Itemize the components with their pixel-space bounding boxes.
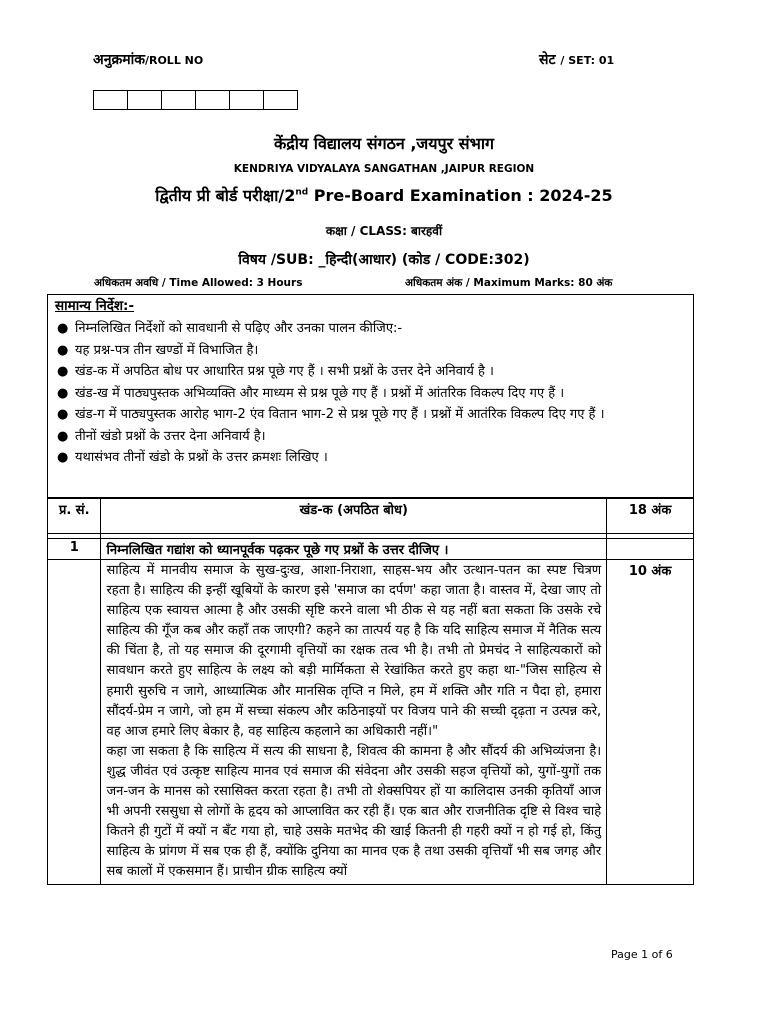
table-row	[48, 560, 694, 885]
section-marks: 18 अंक	[607, 499, 694, 534]
bullet-icon: ●	[57, 321, 69, 336]
list-item: ● तीनों खंडो प्रश्नों के उत्तर देना अनिवार्य है।	[55, 426, 690, 448]
question-number: 1	[48, 539, 101, 560]
bullet-icon: ●	[57, 407, 69, 422]
organization-title-english: KENDRIYA VIDYALAYA SANGATHAN ,JAIPUR REGION	[233, 163, 535, 175]
question-table	[47, 498, 694, 885]
list-item: ● खंड-क में अपठित बोध पर आधारित प्रश्न पूछे गए हैं । सभी प्रश्नों के उत्तर देने अनिवार्य है ।	[55, 361, 690, 383]
subject-line: विषय /SUB: _हिन्दी(आधार) (कोड / CODE:302)	[238, 252, 530, 268]
section-title: खंड-क (अपठित बोध)	[101, 499, 607, 534]
roll-number-boxes	[93, 90, 298, 110]
list-item: ● खंड-ग में पाठ्यपुस्तक आरोह भाग-2 एंव वितान भाग-2 से प्रश्न पूछे गए हैं । प्रश्नों में आतंरिक विकल्प दिए गए हैं ।	[55, 404, 690, 426]
bullet-icon: ●	[57, 342, 69, 358]
question-marks: 10 अंक	[607, 560, 694, 885]
bullet-icon: ●	[57, 364, 69, 379]
bullet-icon: ●	[57, 450, 69, 465]
roll-digit-box[interactable]	[127, 90, 162, 110]
roll-digit-box[interactable]	[161, 90, 196, 110]
list-item: ● खंड-ख में पाठ्यपुस्तक अभिव्यक्ति और माध्यम से प्रश्न पूछे गए हैं । प्रश्नों में आंतरिक विकल्प दिए गए हैं ।	[55, 383, 690, 405]
list-item: ● यह प्रश्न-पत्र तीन खण्डों में विभाजित है।	[55, 340, 690, 362]
passage	[101, 560, 607, 885]
exam-title: द्वितीय प्री बोर्ड परीक्षा/2nd Pre-Board Examination : 2024-25	[155, 186, 613, 205]
organization-title-hindi: केंद्रीय विद्यालय संगठन ,जयपुर संभाग	[274, 134, 494, 153]
table-row	[48, 539, 694, 560]
roll-digit-box[interactable]	[263, 90, 298, 110]
bullet-icon: ●	[57, 385, 69, 401]
roll-digit-box[interactable]	[195, 90, 230, 110]
passage-paragraph: साहित्य में मानवीय समाज के सुख-दुःख, आशा-निराशा, साहस-भय और उत्थान-पतन का स्पष्ट चित्रण रहता है। साहित्य की इन्हीं खूबियों के कारण इसे 'समाज का दर्पण' कहा जाता है। वास्तव में, देखा जाए तो साहित्य एक स्वायत्त आत्मा है और उसकी सृष्टि करने वाला भी ठीक से यह नहीं बता सकता कि उसके रचे साहित्य की गूँज कब और कहाँ तक जाएगी? कहने का तात्पर्य यह है कि यदि साहित्य समाज में नैतिक सत्य की चिंता है, तो यह समाज की दूरगामी वृत्तियों का रक्षक तत्व भी है। तभी तो प्रेमचंद ने साहित्यकारों को सावधान करते हुए साहित्य के लक्ष्य को बड़ी मार्मिकता से रेखांकित करते हुए कहा था-"जिस साहित्य से हमारी सुरुचि न जागे, आध्यात्मिक और मानसिक तृप्ति न मिले, हम में शक्ति और गति न पैदा हो, हमारा सौंदर्य-प्रेम न जागे, जो हम में सच्चा संकल्प और कठिनाइयों पर विजय पाने की सच्ची दृढ़ता न उत्पन्न करे, वह आज हमारे लिए बेकार है, वह साहित्य कहलाने का अधिकारी नहीं।"	[106, 563, 602, 739]
list-item: ● यथासंभव तीनों खंडो के प्रश्नों के उत्तर क्रमशः लिखिए ।	[55, 447, 690, 469]
passage-paragraph: कहा जा सकता है कि साहित्य में सत्य की साधना है, शिवत्व की कामना है और सौंदर्य की अभिव्यंजना है। शुद्ध जीवंत एवं उत्कृष्ट साहित्य मानव एवं समाज की संवेदना और उसकी सहज वृत्तियों को, युगों-युगों तक जन-जन के मानस को रसासिक्त करता रहता है। तभी तो शेक्सपियर हों या कालिदास उनकी कृतियाँ आज भी अपनी रससुधा से लोगों के हृदय को आप्लावित कर रही हैं। एक बात और राजनीतिक दृष्टि से विश्व चाहे कितने ही गुटों में क्यों न बँट गया हो, चाहे उसके मतभेद की खाई कितनी ही गहरी क्यों न हो गई हो, किंतु साहित्य के प्रांगण में सब एक ही हैं, क्योंकि दुनिया का मानव एक है तथा उसकी वृत्तियाँ भी सब जगह और सब कालों में एकसमान हैं। प्राचीन ग्रीक साहित्य क्यों	[106, 743, 602, 880]
page-number: Page 1 of 6	[611, 948, 673, 961]
list-item: ● निम्नलिखित निर्देशों को सावधानी से पढ़िए और उनका पालन कीजिए:-	[55, 318, 690, 340]
general-instructions-title: सामान्य निर्देश:-	[55, 298, 135, 314]
bullet-icon: ●	[57, 428, 69, 444]
roll-digit-box[interactable]	[229, 90, 264, 110]
class-line: कक्षा / CLASS: बारहवीं	[325, 224, 443, 238]
question-text: निम्नलिखित गद्यांश को ध्यानपूर्वक पढ़कर पूछे गए प्रश्नों के उत्तर दीजिए ।	[101, 539, 607, 560]
time-allowed: अधिकतम अवधि / Time Allowed: 3 Hours	[94, 277, 303, 289]
maximum-marks: अधिकतम अंक / Maximum Marks: 80 अंक	[405, 277, 613, 289]
table-row	[48, 499, 694, 534]
column-header-qno: प्र. सं.	[48, 499, 101, 534]
roll-digit-box[interactable]	[93, 90, 128, 110]
empty-cell	[48, 560, 101, 885]
instructions-list	[55, 318, 690, 469]
set-number-label: सेट / SET: 01	[539, 52, 615, 68]
empty-marks-cell	[607, 539, 694, 560]
roll-number-label: अनुक्रमांक/ROLL NO	[93, 52, 204, 68]
